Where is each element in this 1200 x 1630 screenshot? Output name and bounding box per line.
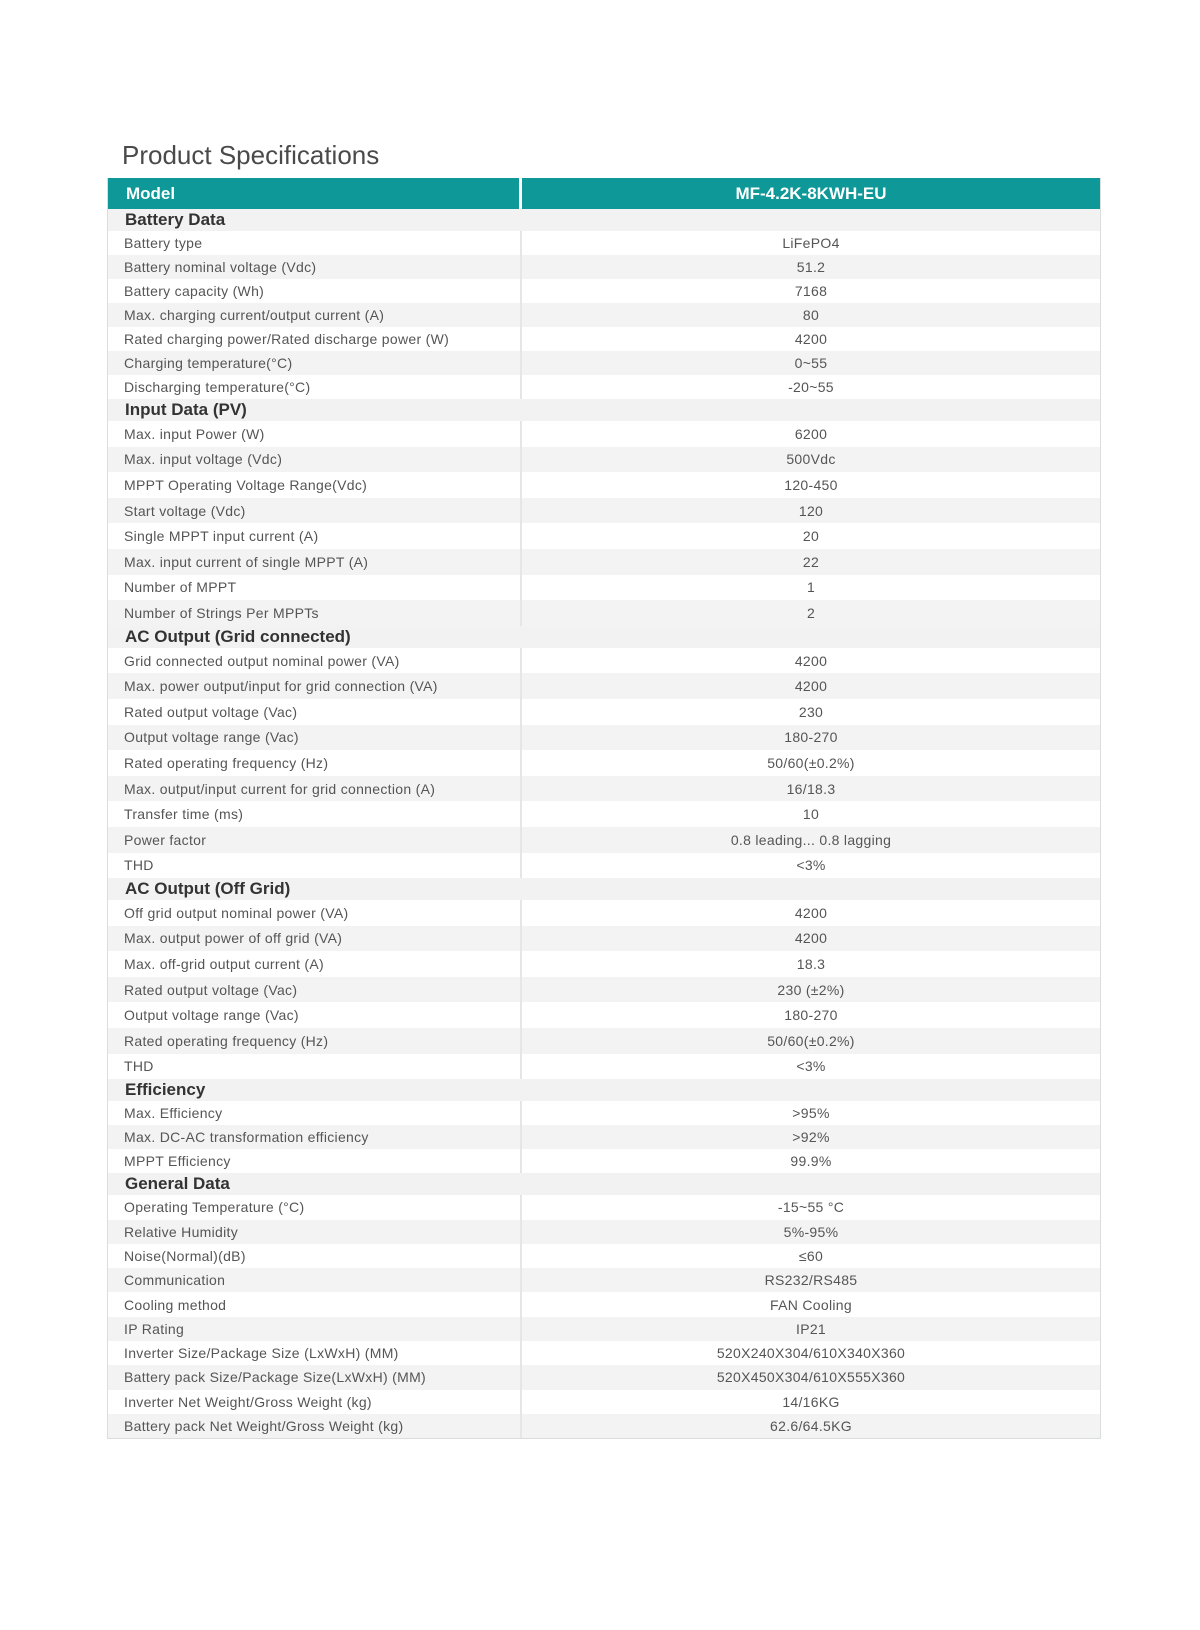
table-row [108,575,1100,601]
spec-value: <3% [796,857,826,874]
table-row [108,1317,1100,1341]
table-row [108,421,1100,447]
table-row [108,327,1100,351]
table-row [108,472,1100,498]
spec-value: 6200 [794,425,828,442]
spec-label: Battery pack Net Weight/Gross Weight (kg) [108,1414,522,1438]
spec-label: Noise(Normal)(dB) [108,1244,522,1268]
spec-value: 22 [802,553,820,570]
spec-label: Cooling method [108,1292,522,1316]
spec-value: 0~55 [794,355,828,371]
table-row [108,1125,1100,1149]
table-row [108,447,1100,473]
table-row [108,1292,1100,1316]
spec-value: -20~55 [788,379,834,395]
section-title: Efficiency [108,1079,1100,1101]
spec-value: 18.3 [796,956,826,973]
spec-label: Relative Humidity [108,1220,522,1244]
spec-label: Max. DC-AC transformation efficiency [108,1125,522,1149]
table-row [108,303,1100,327]
spec-label: Operating Temperature (°C) [108,1195,522,1219]
table-row [108,1002,1100,1028]
table-row [108,900,1100,926]
spec-label: Charging temperature(°C) [108,351,522,375]
spec-label: Max. output/input current for grid connection (A) [108,776,522,802]
spec-value: 10 [802,806,820,823]
table-row [108,1268,1100,1292]
spec-value: 80 [802,307,820,323]
table-row [108,725,1100,751]
spec-value: 180-270 [784,1007,838,1024]
spec-value: 180-270 [784,729,838,746]
spec-label: Communication [108,1268,522,1292]
spec-value: 120-450 [784,476,838,493]
header-model-value: MF-4.2K-8KWH-EU [735,183,887,203]
table-row [108,600,1100,626]
table-row [108,375,1100,399]
table-row [108,1028,1100,1054]
section-rows [108,648,1100,878]
spec-value: 230 (±2%) [777,981,845,998]
table-row [108,1054,1100,1080]
section-rows [108,1101,1100,1173]
spec-value: 500Vdc [786,451,836,468]
spec-label: Grid connected output nominal power (VA) [108,648,522,674]
table-row [108,977,1100,1003]
table-row [108,1390,1100,1414]
table-row [108,699,1100,725]
table-row [108,255,1100,279]
spec-label: Transfer time (ms) [108,801,522,827]
spec-value: 520X450X304/610X555X360 [716,1369,906,1386]
table-body [108,209,1100,1438]
table-row [108,1195,1100,1219]
spec-label: Battery pack Size/Package Size(LxWxH) (MM) [108,1365,522,1389]
spec-label: Max. power output/input for grid connection (VA) [108,673,522,699]
spec-label: Battery capacity (Wh) [108,279,522,303]
header-label: Model [108,178,522,209]
spec-label: Output voltage range (Vac) [108,725,522,751]
table-row [108,853,1100,879]
table-row [108,1365,1100,1389]
spec-label: Battery nominal voltage (Vdc) [108,255,522,279]
spec-value: 7168 [794,283,828,299]
spec-value: <3% [796,1058,826,1075]
table-row [108,827,1100,853]
spec-label: Off grid output nominal power (VA) [108,900,522,926]
spec-label: IP Rating [108,1317,522,1341]
spec-value: FAN Cooling [770,1296,852,1313]
spec-value: 2 [806,604,816,621]
section-rows [108,231,1100,399]
spec-value: ≤60 [798,1247,824,1264]
spec-value: 99.9% [790,1153,832,1170]
spec-value: >95% [792,1105,830,1122]
spec-label: Battery type [108,231,522,255]
section-title: Battery Data [108,209,1100,231]
spec-label: Discharging temperature(°C) [108,375,522,399]
table-row [108,549,1100,575]
spec-value: 0.8 leading... 0.8 lagging [730,831,892,848]
spec-label: Inverter Size/Package Size (LxWxH) (MM) [108,1341,522,1365]
spec-label: Max. input current of single MPPT (A) [108,549,522,575]
spec-value: 520X240X304/610X340X360 [716,1345,906,1362]
spec-label: Max. Efficiency [108,1101,522,1125]
spec-value: 120 [798,502,824,519]
table-header-row [108,178,1100,209]
table-row [108,1101,1100,1125]
table-row [108,1244,1100,1268]
spec-label: Single MPPT input current (A) [108,523,522,549]
spec-value: 230 [798,703,824,720]
section-title: General Data [108,1173,1100,1195]
spec-label: Rated charging power/Rated discharge power (W) [108,327,522,351]
table-row [108,750,1100,776]
spec-value: 62.6/64.5KG [770,1418,852,1435]
section-rows [108,900,1100,1079]
spec-label: Inverter Net Weight/Gross Weight (kg) [108,1390,522,1414]
table-row [108,498,1100,524]
table-row [108,951,1100,977]
spec-label: Max. input Power (W) [108,421,522,447]
spec-value: 20 [802,528,820,545]
table-row [108,231,1100,255]
spec-label: MPPT Efficiency [108,1149,522,1173]
spec-value: 4200 [794,652,828,669]
spec-label: MPPT Operating Voltage Range(Vdc) [108,472,522,498]
table-row [108,279,1100,303]
table-row [108,776,1100,802]
section-title: Input Data (PV) [108,399,1100,421]
table-row [108,926,1100,952]
spec-value: >92% [792,1129,830,1146]
spec-label: Number of Strings Per MPPTs [108,600,522,626]
spec-value: 4200 [794,930,828,947]
table-row [108,1414,1100,1438]
spec-label: Start voltage (Vdc) [108,498,522,524]
spec-value: LiFePO4 [782,235,840,251]
table-row [108,673,1100,699]
spec-value: 50/60(±0.2%) [767,1032,855,1049]
section-rows [108,1195,1100,1438]
spec-label: Max. input voltage (Vdc) [108,447,522,473]
spec-value: 14/16KG [782,1393,840,1410]
spec-label: Rated operating frequency (Hz) [108,1028,522,1054]
table-row [108,1220,1100,1244]
spec-value: 50/60(±0.2%) [767,754,855,771]
table-row [108,801,1100,827]
spec-label: THD [108,1054,522,1080]
table-row [108,523,1100,549]
spec-value: 51.2 [796,259,826,275]
section-rows [108,421,1100,626]
spec-label: Rated output voltage (Vac) [108,699,522,725]
spec-label: Rated output voltage (Vac) [108,977,522,1003]
spec-label: Rated operating frequency (Hz) [108,750,522,776]
page-title: Product Specifications [122,140,380,170]
spec-value: 4200 [794,904,828,921]
table-row [108,648,1100,674]
spec-label: Number of MPPT [108,575,522,601]
spec-label: THD [108,853,522,879]
spec-value: 1 [806,579,816,596]
spec-value: 4200 [794,678,828,695]
spec-value: 16/18.3 [786,780,836,797]
table-row [108,1149,1100,1173]
table-row [108,351,1100,375]
table-row [108,1341,1100,1365]
spec-value: 5%-95% [783,1223,839,1240]
spec-label: Max. off-grid output current (A) [108,951,522,977]
spec-value: IP21 [796,1320,826,1337]
spec-table [107,178,1101,1439]
spec-value: RS232/RS485 [764,1272,858,1289]
spec-label: Max. output power of off grid (VA) [108,926,522,952]
spec-label: Power factor [108,827,522,853]
spec-value: -15~55 °C [777,1199,845,1216]
spec-value: 4200 [794,331,828,347]
section-title: AC Output (Off Grid) [108,878,1100,900]
spec-label: Output voltage range (Vac) [108,1002,522,1028]
section-title: AC Output (Grid connected) [108,626,1100,648]
spec-label: Max. charging current/output current (A) [108,303,522,327]
